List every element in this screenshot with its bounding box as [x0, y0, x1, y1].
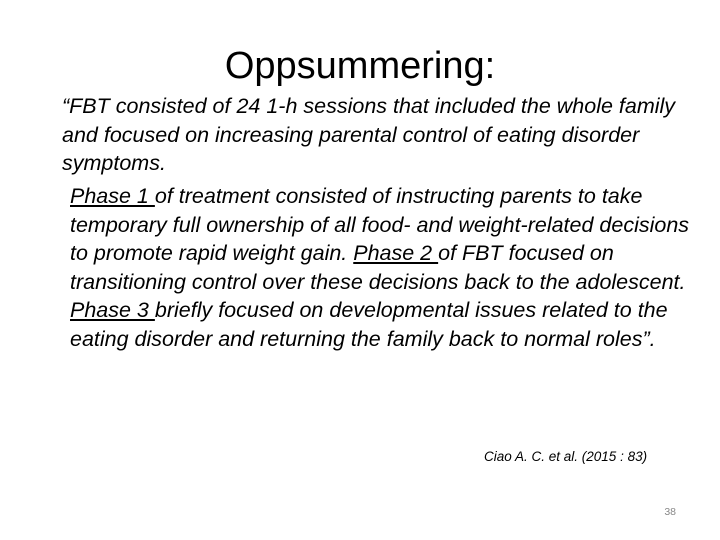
quote-paragraph-intro: “FBT consisted of 24 1-h sessions that included the whole family and focused on increasing parental control of eating disorder symptoms.: [62, 94, 676, 175]
slide-title-text: Oppsummering:: [224, 45, 496, 87]
phase-1-label: Phase 1: [70, 184, 155, 208]
citation: Ciao A. C. et al. (2015 : 83): [484, 449, 648, 464]
quote-paragraph-phases: [70, 182, 710, 353]
phase-3-label: Phase 3: [70, 298, 155, 322]
slide-title: [0, 42, 720, 90]
phase-2-label: Phase 2: [353, 241, 439, 265]
phase-1-text: of treatment consisted of instructing parents to take temporary full ownership of all food- and weight-related decisions to promote rapid weight gain.: [70, 184, 690, 265]
phase-2-text: of FBT focused on transitioning control over these decisions back to the adolescent.: [70, 241, 686, 294]
phase-3-text: briefly focused on developmental issues related to the eating disorder and returning the family back to normal roles”.: [70, 298, 668, 351]
slide-number: 38: [664, 506, 676, 518]
